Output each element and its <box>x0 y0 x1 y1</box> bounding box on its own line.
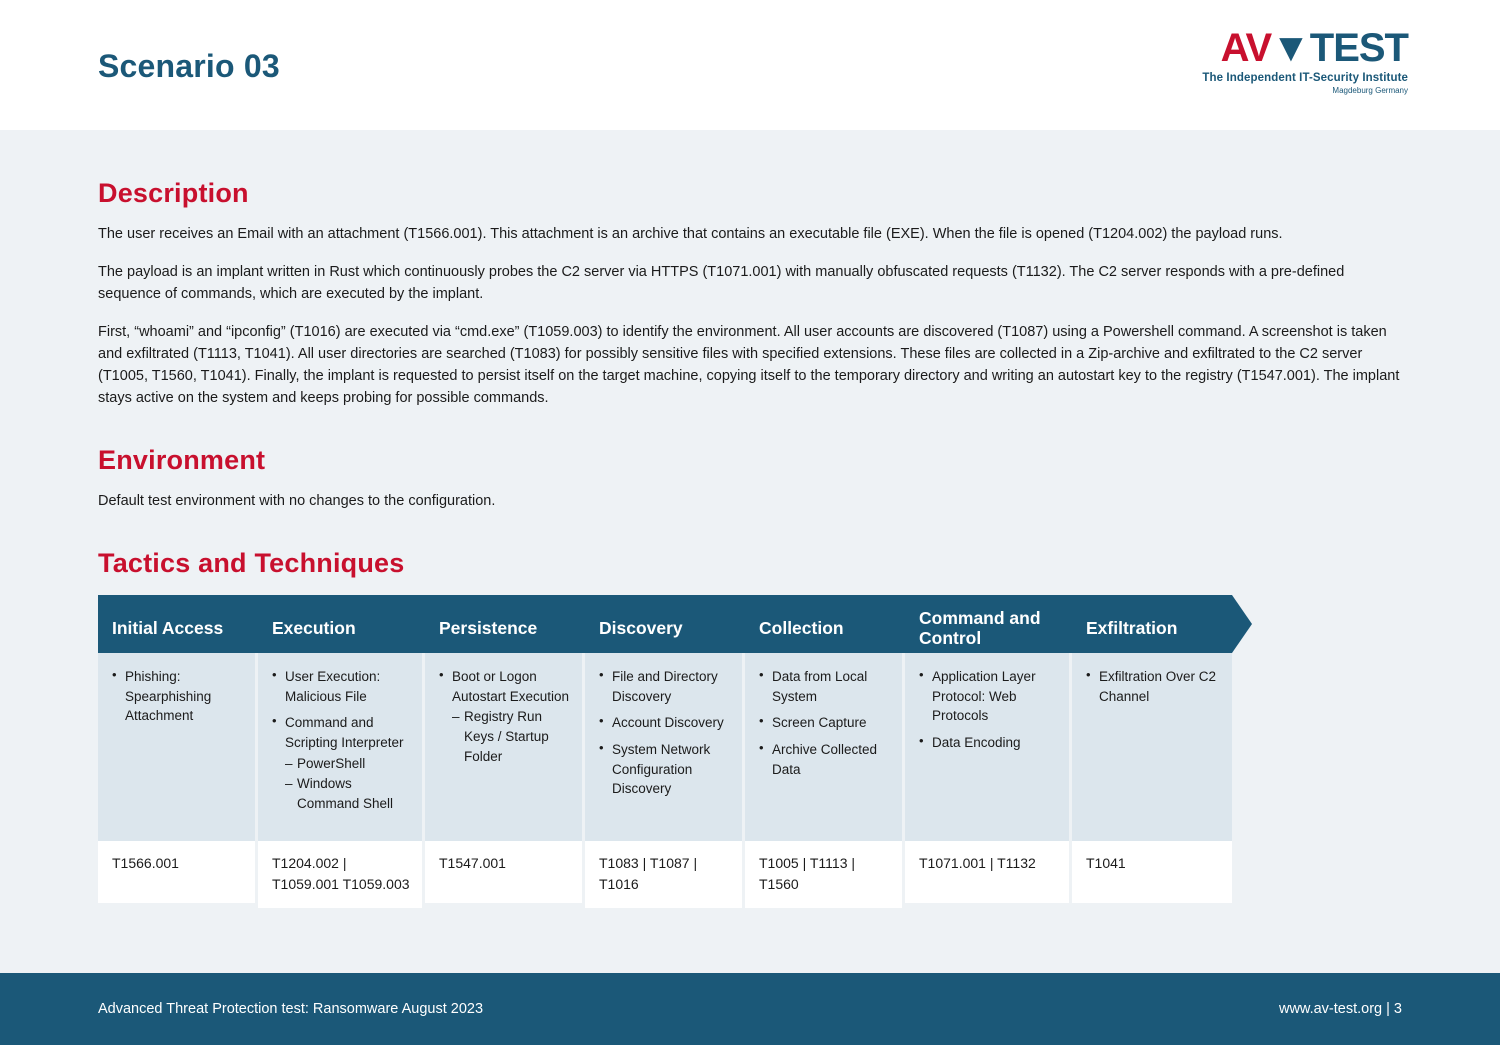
tactic-column-header <box>258 595 425 653</box>
tactic-technique-list <box>425 653 582 841</box>
logo-wordmark <box>1198 28 1408 68</box>
sub-technique-items <box>285 754 412 814</box>
technique-id-list: T1204.002 | T1059.001 T1059.003 <box>258 841 422 908</box>
technique-item-label: Data from Local System <box>772 669 868 704</box>
technique-item <box>272 667 412 706</box>
sub-technique-item: – PowerShell <box>285 754 412 774</box>
tactic-column-header-label: Persistence <box>439 617 538 638</box>
logo-av-text: AV <box>1220 26 1272 70</box>
technique-items <box>272 667 412 813</box>
environment-paragraph-1: Default test environment with no changes to the configuration. <box>98 493 496 510</box>
page-footer <box>0 973 1500 1045</box>
technique-items <box>599 667 732 798</box>
technique-item-label: Account Discovery <box>612 715 724 731</box>
tactic-technique-list <box>98 653 255 841</box>
logo-test-text: TEST <box>1309 26 1408 70</box>
tactic-column <box>425 595 585 908</box>
description-paragraph-2: The payload is an implant written in Rust which continuously probes the C2 server via HTTPS (T1071.001) with manually obfuscated requests (T1132). The C2 server responds with a pre-defined sequence of commands, which are executed by the implant. <box>98 264 1345 303</box>
av-test-logo <box>1198 28 1408 95</box>
technique-item <box>759 667 892 706</box>
environment-heading: Environment <box>98 445 266 476</box>
tactic-column-header <box>585 595 745 653</box>
logo-triangle-icon: ▼ <box>1271 26 1310 70</box>
sub-technique-item: – Windows Command Shell <box>285 774 412 813</box>
technique-items <box>759 667 892 779</box>
technique-item-label: System Network Configuration Discovery <box>612 741 711 797</box>
technique-item-label: Exfiltration Over C2 Channel <box>1099 669 1217 704</box>
technique-item <box>759 713 892 733</box>
technique-item-label: Data Encoding <box>932 734 1021 750</box>
technique-id-list: T1005 | T1113 | T1560 <box>745 841 902 908</box>
tactics-heading: Tactics and Techniques <box>98 548 405 579</box>
tactic-column <box>905 595 1072 908</box>
tactic-column <box>585 595 745 908</box>
technique-items <box>439 667 572 766</box>
page-body <box>0 130 1500 973</box>
tactic-technique-list <box>585 653 742 841</box>
technique-item-label: Boot or Logon Autostart Execution <box>452 669 570 704</box>
technique-item-label: Screen Capture <box>772 715 867 731</box>
tactic-technique-list <box>905 653 1069 841</box>
footer-url-page[interactable]: www.av-test.org | 3 <box>1278 1001 1402 1017</box>
sub-technique-item: – Registry Run Keys / Startup Folder <box>452 707 572 766</box>
technique-item <box>1086 667 1222 706</box>
technique-item <box>599 740 732 799</box>
technique-item <box>919 667 1059 726</box>
technique-item <box>759 740 892 779</box>
technique-item-label: User Execution: Malicious File <box>285 669 381 704</box>
tactic-column <box>98 595 258 908</box>
tactic-column <box>1072 595 1232 908</box>
technique-id-list: T1566.001 <box>98 841 255 903</box>
technique-item <box>272 713 412 813</box>
logo-location: Magdeburg Germany <box>1332 86 1408 95</box>
tactic-column-header <box>425 595 585 653</box>
technique-id-list: T1041 <box>1072 841 1232 903</box>
tactic-technique-list <box>258 653 422 841</box>
technique-id-list: T1071.001 | T1132 <box>905 841 1069 903</box>
technique-id-list: T1083 | T1087 | T1016 <box>585 841 742 908</box>
chevron-right-icon <box>1232 595 1252 653</box>
page-title: Scenario 03 <box>98 48 280 84</box>
tactic-column-header-label: Execution <box>272 617 356 638</box>
tactic-column <box>258 595 425 908</box>
technique-id-list: T1547.001 <box>425 841 582 903</box>
technique-items <box>919 667 1059 752</box>
tactic-column-header <box>905 595 1072 653</box>
technique-items <box>1086 667 1222 706</box>
tactic-column-header-label: Exfiltration <box>1086 617 1178 638</box>
technique-item-label: Phishing: Spearphishing Attachment <box>125 669 212 724</box>
technique-item <box>439 667 572 766</box>
technique-item-label: Command and Scripting Interpreter <box>285 715 404 750</box>
tactic-column-header-label: Command and Control <box>919 608 1041 648</box>
description-paragraph-1: The user receives an Email with an attachment (T1566.001). This attachment is an archive that contains an executable file (EXE). When the file is opened (T1204.002) the payload runs. <box>98 226 1283 242</box>
tactic-column-header-label: Discovery <box>599 617 683 638</box>
technique-item <box>599 713 732 733</box>
tactics-table <box>98 595 1350 908</box>
description-paragraph-3: First, “whoami” and “ipconfig” (T1016) are executed via “cmd.exe” (T1059.003) to identify the environment. All user accounts are discovered (T1087) using a Powershell command. A screenshot is taken and exfiltrated (T1113, T1041). All user directories are searched (T1083) for possibly sensitive files with specified extensions. These files are collected in a Zip-archive and exfiltrated to the C2 server (T1005, T1560, T1041). Finally, the implant is requested to persist itself on the target machine, copying itself to the temporary directory and writing an autostart key to the registry (T1547.001). The implant stays active on the system and keeps probing for possible commands. <box>98 324 1400 407</box>
logo-tagline: The Independent IT-Security Institute <box>1202 72 1408 84</box>
tactic-column-header <box>745 595 905 653</box>
technique-item <box>599 667 732 706</box>
technique-item-label: Application Layer Protocol: Web Protocols <box>932 669 1036 724</box>
tactic-column-header-label: Initial Access <box>112 617 224 638</box>
tactic-column <box>745 595 905 908</box>
technique-item-label: Archive Collected Data <box>772 741 878 777</box>
sub-technique-items <box>452 707 572 766</box>
tactic-column-header-label: Collection <box>759 617 844 638</box>
technique-item <box>112 667 245 726</box>
tactic-column-header <box>1072 595 1232 653</box>
technique-items <box>112 667 245 726</box>
footer-test-name: Advanced Threat Protection test: Ransomware August 2023 <box>98 1001 484 1017</box>
description-heading: Description <box>98 178 249 208</box>
tactic-technique-list <box>1072 653 1232 841</box>
page-header <box>0 0 1500 130</box>
tactic-technique-list <box>745 653 902 841</box>
content-area <box>0 130 1500 908</box>
technique-item <box>919 733 1059 753</box>
technique-item-label: File and Directory Discovery <box>612 669 718 704</box>
tactic-column-header <box>98 595 258 653</box>
